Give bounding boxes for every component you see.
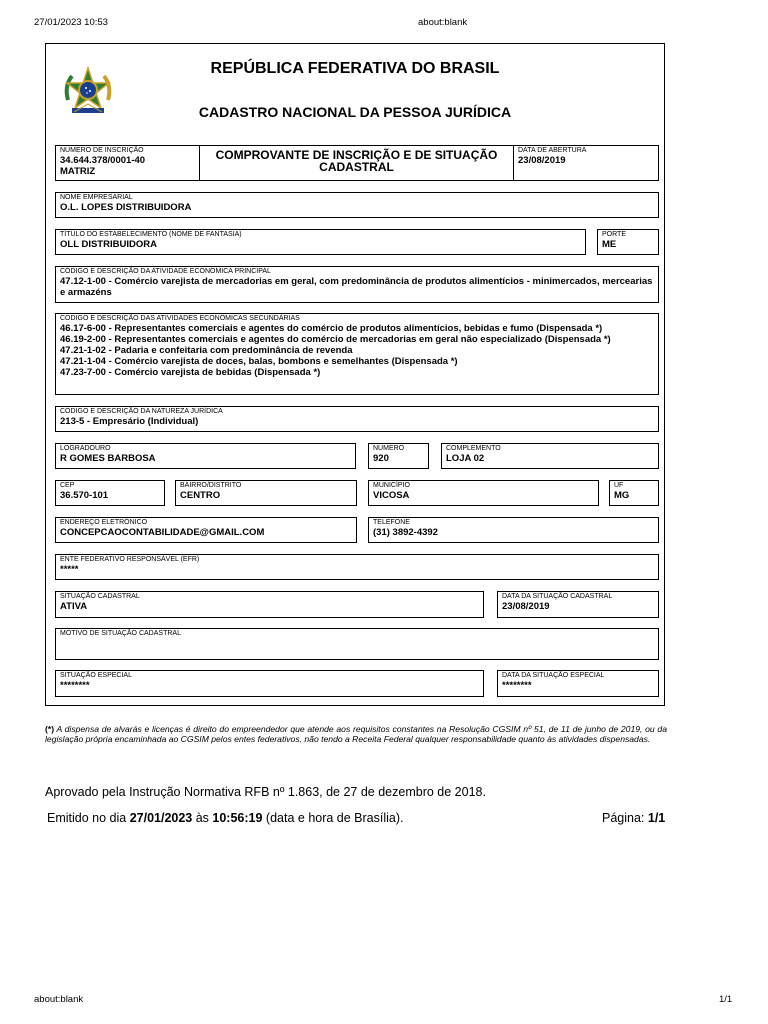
emitted-mid: às <box>192 811 213 825</box>
field-telefone <box>368 517 659 543</box>
field-value: R GOMES BARBOSA <box>60 453 156 464</box>
field-value: 36.570-101 <box>60 490 109 501</box>
page-number <box>602 811 665 825</box>
dispensa-note <box>45 724 667 744</box>
field-label: UF <box>614 482 624 489</box>
note-text: A dispensa de alvarás e licenças é direito do empreendedor que atende aos requisitos constantes na Resolução CGSIM nº 51, de 11 de junho de 2019, ou da legislação própria encaminhada ao CGSIM pelos entes federativos, não tendo a Receita Federal qualquer responsabilidade quanto às atividades dispensadas. <box>45 724 667 744</box>
field-value: O.L. LOPES DISTRIBUIDORA <box>60 202 192 213</box>
field-abertura <box>513 145 659 181</box>
emitted-suffix: (data e hora de Brasília). <box>262 811 404 825</box>
field-label: DATA DA SITUAÇÃO CADASTRAL <box>502 593 613 600</box>
field-value: LOJA 02 <box>446 453 485 464</box>
field-label: NOME EMPRESARIAL <box>60 194 133 201</box>
field-value: MG <box>614 490 630 501</box>
list-item: 47.23-7-00 - Comércio varejista de bebidas (Dispensada *) <box>60 367 321 378</box>
field-value: 34.644.378/0001-40 <box>60 155 146 166</box>
field-atividade-principal <box>55 266 659 303</box>
field-numero <box>368 443 429 469</box>
field-uf <box>609 480 659 506</box>
field-efr <box>55 554 659 580</box>
page-value: 1/1 <box>647 811 666 825</box>
field-label: SITUAÇÃO ESPECIAL <box>60 672 132 679</box>
field-label: CEP <box>60 482 75 489</box>
comprovante-line2: CADASTRAL <box>319 160 394 174</box>
field-label: MOTIVO DE SITUAÇÃO CADASTRAL <box>60 630 181 637</box>
field-value: 47.12-1-00 - Comércio varejista de mercadorias em geral, com predominância de produtos alimentícios - minimercados, mercearias e armazéns <box>60 276 653 298</box>
print-page-count: 1/1 <box>719 994 733 1005</box>
field-logradouro <box>55 443 356 469</box>
list-item: 46.17-6-00 - Representantes comerciais e agentes do comércio de produtos alimentícios, bebidas e fumo (Dispensada *) <box>60 323 603 334</box>
field-data-situacao-especial <box>497 670 659 697</box>
field-value: ATIVA <box>60 601 88 612</box>
field-label: NÚMERO <box>373 445 405 452</box>
print-url-bottom: about:blank <box>34 994 84 1005</box>
field-municipio <box>368 480 599 506</box>
field-value: ******** <box>60 680 90 691</box>
note-mark: (*) <box>45 724 55 734</box>
field-value: CONCEPCAOCONTABILIDADE@GMAIL.COM <box>60 527 265 538</box>
emitted-prefix: Emitido no dia <box>47 811 130 825</box>
field-label: ENTE FEDERATIVO RESPONSÁVEL (EFR) <box>60 556 200 563</box>
field-bairro <box>175 480 357 506</box>
field-natureza-juridica <box>55 406 659 432</box>
field-porte <box>597 229 659 255</box>
field-label: COMPLEMENTO <box>446 445 501 452</box>
list-item: 47.21-1-02 - Padaria e confeitaria com predominância de revenda <box>60 345 353 356</box>
field-label: DATA DA SITUAÇÃO ESPECIAL <box>502 672 605 679</box>
field-cep <box>55 480 165 506</box>
field-atividades-secundarias <box>55 313 659 395</box>
field-value: 23/08/2019 <box>502 601 550 612</box>
field-value: OLL DISTRIBUIDORA <box>60 239 157 250</box>
field-value-secondary: MATRIZ <box>60 166 96 177</box>
field-nome-fantasia <box>55 229 586 255</box>
comprovante-title <box>199 145 514 181</box>
field-data-situacao <box>497 591 659 618</box>
field-value: (31) 3892-4392 <box>373 527 438 538</box>
republic-title: REPÚBLICA FEDERATIVA DO BRASIL <box>210 60 500 77</box>
field-value: ME <box>602 239 617 250</box>
field-situacao-cadastral <box>55 591 484 618</box>
field-label: ENDEREÇO ELETRÔNICO <box>60 519 148 526</box>
field-label: DATA DE ABERTURA <box>518 147 587 154</box>
field-value: ***** <box>60 564 79 575</box>
emitted-text <box>47 811 404 825</box>
field-label: CÓDIGO E DESCRIÇÃO DAS ATIVIDADES ECONÔMICAS SECUNDÁRIAS <box>60 315 300 322</box>
print-url-top: about:blank <box>418 17 468 28</box>
field-label: TÍTULO DO ESTABELECIMENTO (NOME DE FANTASIA) <box>60 231 242 238</box>
field-label: TELEFONE <box>373 519 410 526</box>
field-label: LOGRADOURO <box>60 445 111 452</box>
field-value: ******** <box>502 680 532 691</box>
field-label: CÓDIGO E DESCRIÇÃO DA ATIVIDADE ECONÔMICA PRINCIPAL <box>60 268 271 275</box>
field-label: SITUAÇÃO CADASTRAL <box>60 593 140 600</box>
field-value: CENTRO <box>180 490 221 501</box>
field-nome-empresarial <box>55 192 659 218</box>
field-label: CÓDIGO E DESCRIÇÃO DA NATUREZA JURÍDICA <box>60 408 223 415</box>
field-email <box>55 517 357 543</box>
print-datetime: 27/01/2023 10:53 <box>34 17 108 28</box>
field-label: MUNICÍPIO <box>373 482 410 489</box>
field-complemento <box>441 443 659 469</box>
coat-of-arms-emblem <box>60 66 116 118</box>
approved-text: Aprovado pela Instrução Normativa RFB nº 1.863, de 27 de dezembro de 2018. <box>45 785 486 799</box>
cadastro-title: CADASTRO NACIONAL DA PESSOA JURÍDICA <box>198 104 512 120</box>
field-motivo <box>55 628 659 660</box>
page-label: Página: <box>602 811 648 825</box>
emitted-time: 10:56:19 <box>212 811 263 825</box>
comprovante-line1: COMPROVANTE DE INSCRIÇÃO E DE SITUAÇÃO <box>215 148 498 162</box>
field-value: VICOSA <box>373 490 410 501</box>
field-label: NÚMERO DE INSCRIÇÃO <box>60 147 144 154</box>
field-situacao-especial <box>55 670 484 697</box>
emitted-date: 27/01/2023 <box>129 811 193 825</box>
field-value: 213-5 - Empresário (Individual) <box>60 416 199 427</box>
field-inscricao <box>55 145 200 181</box>
field-value: 23/08/2019 <box>518 155 566 166</box>
list-item: 46.19-2-00 - Representantes comerciais e agentes do comércio de mercadorias em geral não especializado (Dispensada *) <box>60 334 611 345</box>
field-value: 920 <box>373 453 389 464</box>
field-label: PORTE <box>602 231 626 238</box>
field-label: BAIRRO/DISTRITO <box>180 482 242 489</box>
list-item: 47.21-1-04 - Comércio varejista de doces, balas, bombons e semelhantes (Dispensada *) <box>60 356 458 367</box>
